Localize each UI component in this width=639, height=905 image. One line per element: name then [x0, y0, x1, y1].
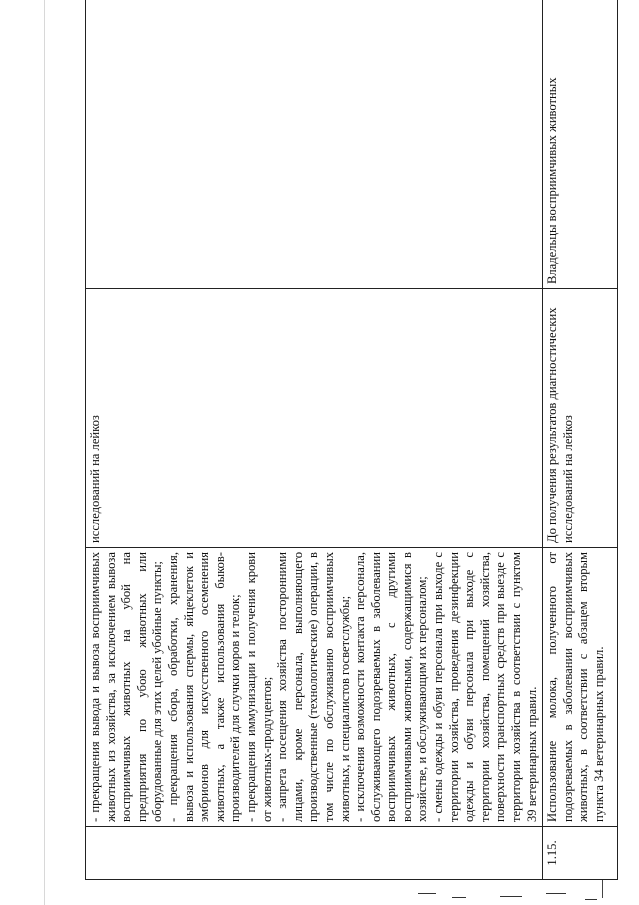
table-row: [86, 0, 543, 880]
term-cell: До получения результатов диагностических исследований на лейкоз: [543, 289, 618, 548]
measure-item: - прекращения сбора, обработки, хранения, вывоза и использования спермы, яйцеклеток и эмбрионов для искусственного осеменения животных, а также использования быков-производителей для случки коров и телок;: [165, 552, 243, 822]
responsible-cell: [86, 0, 543, 289]
measures-cell: [543, 548, 618, 827]
table-row: [543, 0, 618, 880]
scan-artifact: [546, 893, 566, 894]
measure-item: - смены одежды и обуви персонала при выходе с территории хозяйства, проведения дезинфекции одежды и обуви персонала при выходе с территории хозяйства, помещений хозяйства, поверхности транспортных средств при выезде с территории хозяйства в соответствии с пунктом 39 ветеринарных правил.: [431, 552, 539, 822]
term-cell: исследований на лейкоз: [86, 289, 543, 548]
scan-margin-line: [44, 0, 45, 905]
measure-item: Использование молока, полученного от подозреваемых в заболевании восприимчивых животных, в соответствии с абзацем вторым пункта 34 ветеринарных правил.: [545, 552, 606, 822]
measure-item: - прекращения вывода и вывоза восприимчивых животных из хозяйства, за исключением вывоза восприимчивых животных на убой на предприятия по убою животных или оборудованные для этих целей убойные пункты;: [88, 552, 165, 822]
row-number-cell: 1.15.: [543, 827, 618, 880]
scan-artifact: [452, 897, 466, 898]
scan-artifact: [500, 896, 522, 897]
scan-artifact: [585, 899, 597, 900]
scan-artifact: [602, 880, 603, 898]
scan-artifact: [418, 893, 436, 894]
row-number-cell: [86, 827, 543, 880]
measure-item: - прекращения иммунизации и получения крови от животных-продуцентов;: [243, 552, 274, 822]
responsible-cell: Владельцы восприимчивых животных: [543, 0, 618, 289]
measures-table: [85, 0, 618, 880]
measure-item: - запрета посещения хозяйства посторонними лицами, кроме персонала, выполняющего производственные (технологические) операции, в том числе по обслуживанию восприимчивых животных, и специалистов госветслужбы;: [275, 552, 352, 822]
rotated-page: [85, 25, 606, 880]
measure-item: - исключения возможности контакта персонала, обслуживающего подозреваемых в заболевании восприимчивых животных, с другими восприимчивыми животными, содержащимися в хозяйстве, и обслуживающим их персоналом;: [353, 552, 430, 822]
measures-cell: [86, 548, 543, 827]
